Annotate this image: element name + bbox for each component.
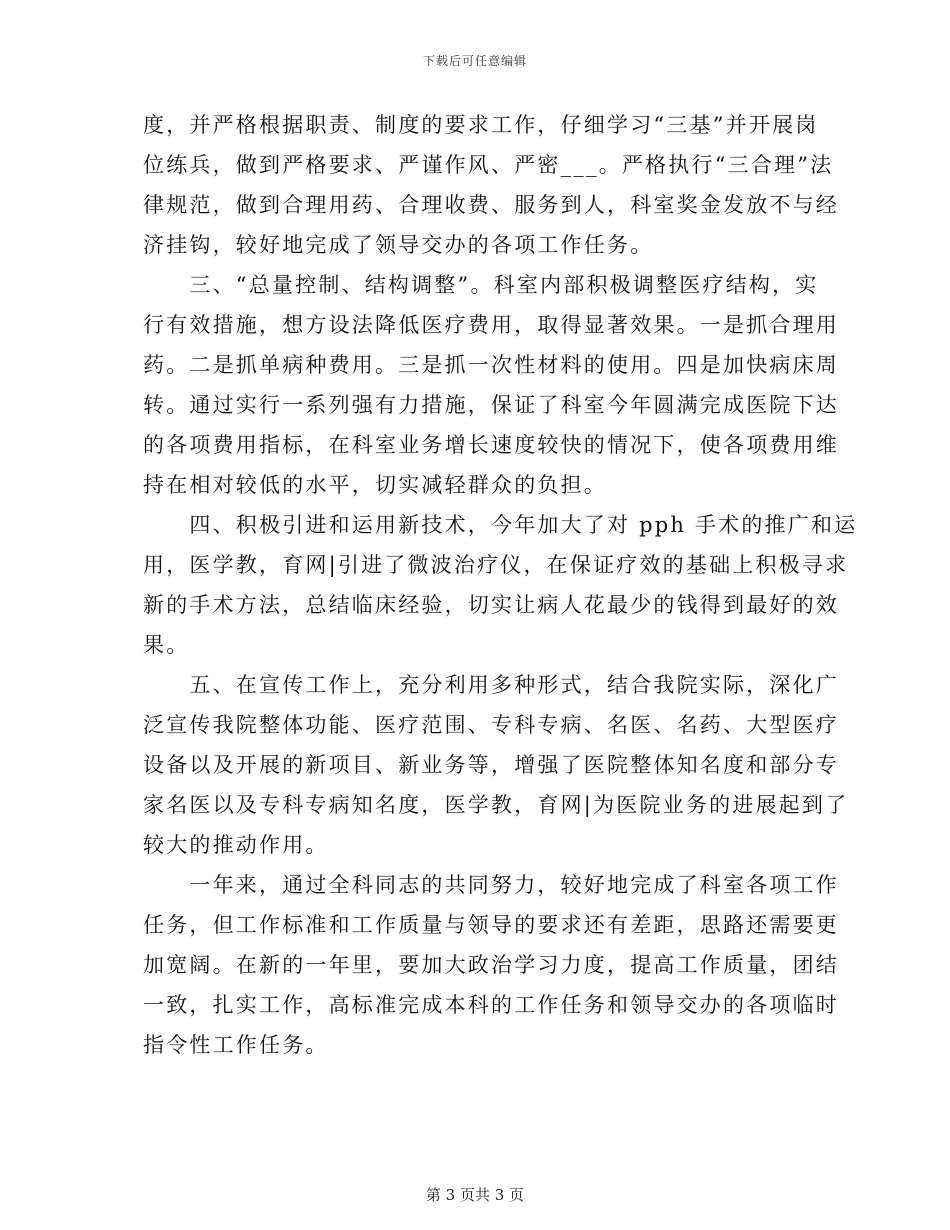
text-line: 一年来，通过全科同志的共同努力，较好地完成了科室各项工作 [143,873,839,897]
text-line: 家名医以及专科专病知名度，医学教，育网|为医院业务的进展起到了 [143,793,849,817]
text-line: 泛宣传我院整体功能、医疗范围、专科专病、名医、名药、大型医疗 [143,713,839,737]
page-header: 下载后可任意编辑 [422,54,527,68]
text-line: 设备以及开展的新项目、新业务等，增强了医院整体知名度和部分专 [143,753,839,777]
text-line: 用，医学教，育网|引进了微波治疗仪，在保证疗效的基础上积极寻求 [143,553,849,577]
text-line: 加宽阔。在新的一年里，要加大政治学习力度，提高工作质量，团结 [143,953,839,977]
text-line: 果。 [143,633,190,657]
text-line: 一致，扎实工作，高标准完成本科的工作任务和领导交办的各项临时 [143,993,839,1017]
text-line: 转。通过实行一系列强有力措施，保证了科室今年圆满完成医院下达 [143,393,839,417]
text-line: 新的手术方法，总结临床经验，切实让病人花最少的钱得到最好的效 [143,593,839,617]
page-footer: 第 3 页共 3 页 [425,1186,525,1204]
text-line: 任务，但工作标准和工作质量与领导的要求还有差距，思路还需要更 [143,913,839,937]
text-line: 指令性工作任务。 [143,1033,329,1057]
text-line: 持在相对较低的水平，切实减轻群众的负担。 [143,473,607,497]
text-line: 律规范，做到合理用药、合理收费、服务到人，科室奖金发放不与经 [143,193,839,217]
document-body [143,105,858,1065]
text-line: 四、积极引进和运用新技术，今年加大了对 pph 手术的推广和运 [143,513,858,537]
text-line: 行有效措施，想方设法降低医疗费用，取得显著效果。一是抓合理用 [143,313,839,337]
text-line: 度，并严格根据职责、制度的要求工作，仔细学习“三基”并开展岗 [143,113,819,137]
text-line: 的各项费用指标，在科室业务增长速度较快的情况下，使各项费用维 [143,433,839,457]
text-line: 较大的推动作用。 [143,833,329,857]
text-line: 位练兵，做到严格要求、严谨作风、严密___。严格执行“三合理”法 [143,153,834,177]
text-line: 三、“总量控制、结构调整”。科室内部积极调整医疗结构，实 [143,273,819,297]
text-line: 五、在宣传工作上，充分利用多种形式，结合我院实际，深化广 [143,673,839,697]
text-line: 济挂钩，较好地完成了领导交办的各项工作任务。 [143,233,654,257]
text-line: 药。二是抓单病种费用。三是抓一次性材料的使用。四是加快病床周 [143,353,839,377]
